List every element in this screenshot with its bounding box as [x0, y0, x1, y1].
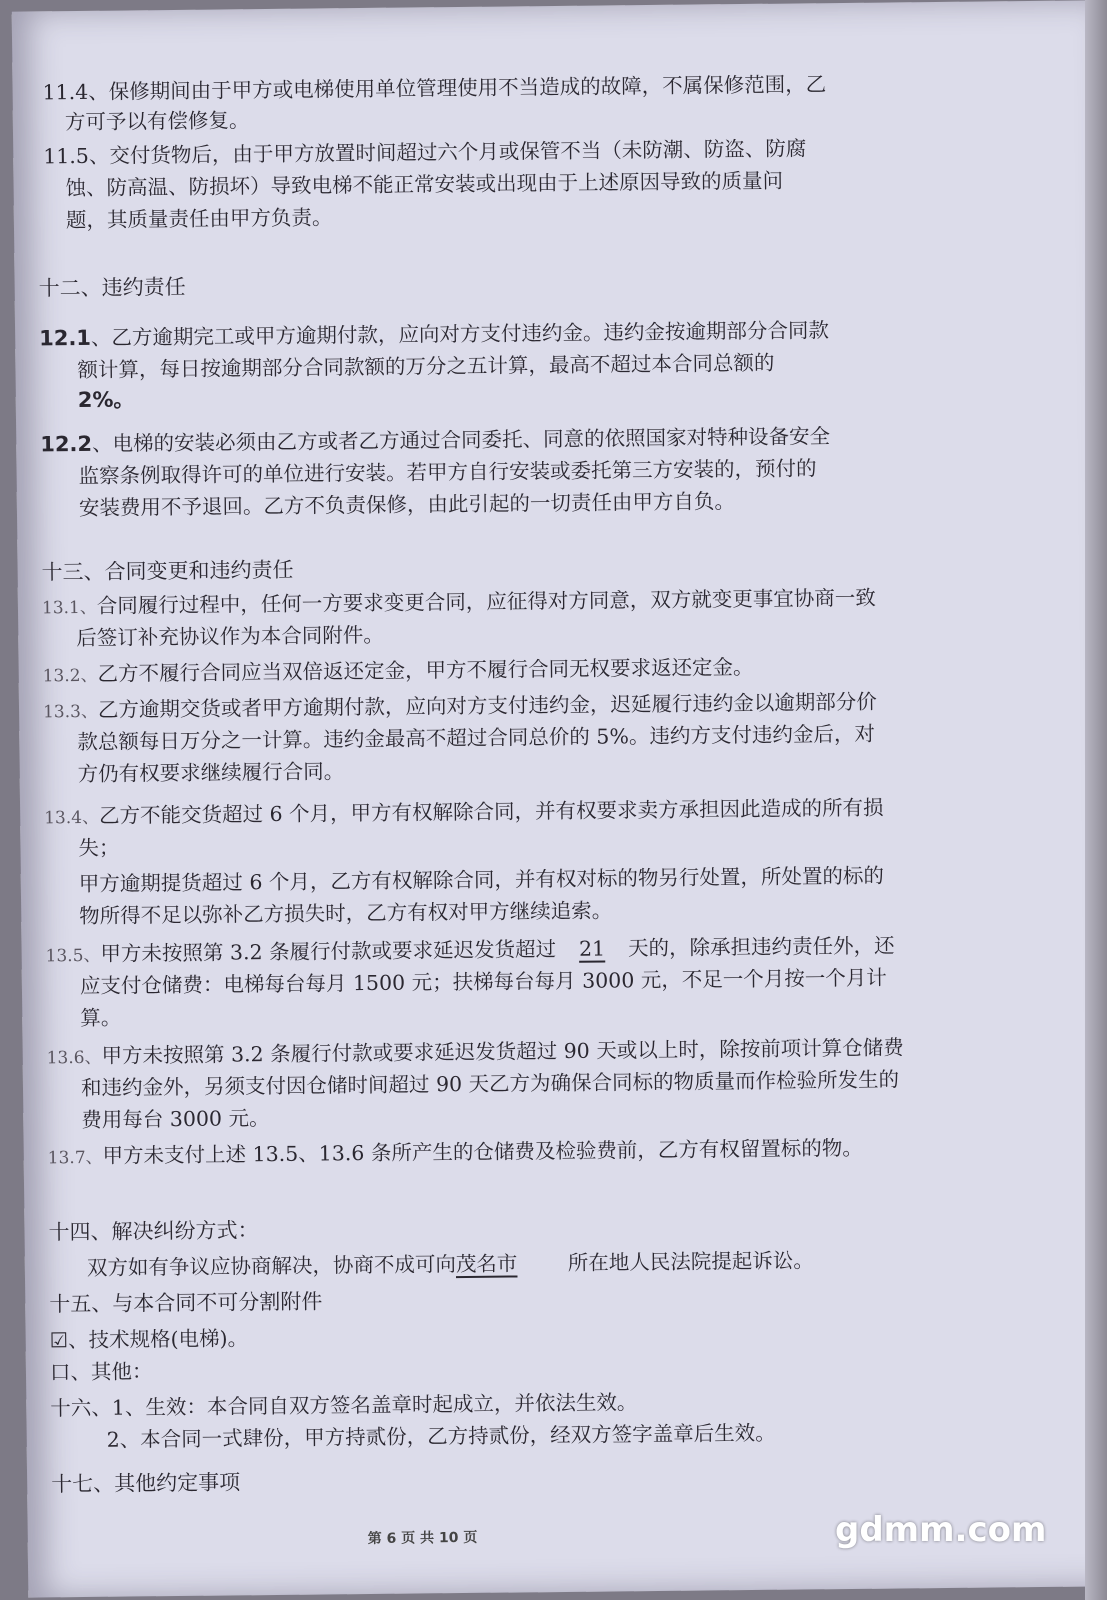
clause-13-4-line-2: 失； [78, 835, 120, 861]
clause-13-6-number: 13.6、 [46, 1047, 102, 1069]
clause-12-1-text: 、乙方逾期完工或甲方逾期付款，应向对方支付违约金。违约金按逾期部分合同款 [90, 318, 830, 350]
clause-13-7-number: 13.7、 [47, 1147, 103, 1169]
page-content [12, 0, 1105, 1597]
checked-checkbox-icon: ☑ [49, 1328, 69, 1353]
clause-13-6-line-2: 和违约金外，另须支付因仓储时间超过 90 天乙方为确保合同标的物质量而作检验所发生的 [80, 1067, 900, 1101]
clause-11-4-line-1: 11.4、保修期间由于甲方或电梯使用单位管理使用不当造成的故障，不属保修范围，乙 [42, 72, 827, 105]
section-15-heading: 十五、与本合同不可分割附件 [49, 1289, 323, 1317]
clause-12-1-line-3: 2%。 [77, 387, 135, 413]
clause-12-1-number: 12.1 [39, 325, 92, 351]
clause-12-2-text: 、电梯的安装必须由乙方或者乙方通过合同委托、同意的依照国家对特种设备安全 [91, 424, 831, 456]
clause-11-5-line-3: 题，其质量责任由甲方负责。 [65, 205, 333, 233]
clause-13-2-number: 13.2、 [42, 665, 98, 687]
section-16-line-2: 2、本合同一式肆份，甲方持贰份，乙方持贰份，经双方签字盖章后生效。 [106, 1420, 776, 1452]
attachment-other [50, 1356, 153, 1387]
section-14-text: 双方如有争议应协商解决，协商不成可向 [86, 1252, 456, 1280]
clause-13-4-line-4: 物所得不足以弥补乙方损失时，乙方有权对甲方继续追索。 [79, 898, 613, 929]
clause-13-1-number: 13.1、 [41, 597, 97, 619]
empty-checkbox-icon: 口 [49, 1360, 71, 1385]
days-threshold-field: 21 [578, 936, 606, 961]
page-number-footer: 第 6 页 共 10 页 [367, 1529, 478, 1548]
clause-13-5-line-3: 算。 [80, 1005, 122, 1031]
attachment-technical-spec-label: 、技术规格(电梯)。 [67, 1326, 249, 1353]
clause-11-5-line-2: 蚀、防高温、防损坏）导致电梯不能正常安装或出现由于上述原因导致的质量问 [65, 168, 784, 201]
clause-13-3-line-3: 方仍有权要求继续履行合同。 [77, 759, 345, 787]
clause-13-5-text: 甲方未按照第 3.2 条履行付款或要求延迟发货超过 [100, 937, 557, 966]
watermark: gdmm.com [835, 1510, 1047, 1550]
section-16-line-1: 十六、1、生效：本合同自双方签名盖章时起成立，并依法生效。 [50, 1390, 638, 1421]
section-13-heading: 十三、合同变更和违约责任 [41, 557, 294, 585]
clause-13-5-text-cont: 天的，除承担违约责任外，还 [627, 933, 895, 961]
clause-13-3-number: 13.3、 [42, 701, 99, 723]
section-14-line [87, 1245, 814, 1283]
attachment-other-label: 、其他： [70, 1359, 153, 1385]
clause-13-7-text: 甲方未支付上述 13.5、13.6 条所产生的仓储费及检验费前，乙方有权留置标的物。 [102, 1135, 863, 1168]
clause-13-2-text: 乙方不履行合同应当双倍返还定金，甲方不履行合同无权要求返还定金。 [97, 654, 754, 686]
clause-11-4-line-2: 方可予以有偿修复。 [64, 108, 250, 135]
clause-13-6-line-3: 费用每台 3000 元。 [81, 1106, 270, 1133]
clause-13-1-text: 合同履行过程中，任何一方要求变更合同，应征得对方同意，双方就变更事宜协商一致 [96, 585, 876, 618]
clause-13-1-line-1 [42, 583, 876, 624]
clause-13-2-line [43, 652, 754, 691]
section-14-text-cont: 所在地人民法院提起诉讼。 [567, 1248, 814, 1275]
clause-12-2-line-3: 安装费用不予退回。乙方不负责保修，由此引起的一切责任由甲方自负。 [78, 489, 736, 521]
section-14-heading: 十四、解决纠纷方式： [48, 1218, 259, 1245]
clause-13-4-number: 13.4、 [44, 807, 100, 829]
background-edge [1085, 0, 1107, 1600]
clause-12-1-line-2: 额计算，每日按逾期部分合同款额的万分之五计算，最高不超过本合同总额的 [77, 350, 775, 383]
contract-page [12, 0, 1105, 1597]
court-city-field: 茂名市 [455, 1251, 518, 1277]
attachment-technical-spec [49, 1323, 248, 1355]
clause-13-3-text: 乙方逾期交货或者甲方逾期付款，应向对方支付违约金，迟延履行违约金以逾期部分价 [97, 689, 877, 722]
clause-13-5-line-2: 应支付仓储费：电梯每台每月 1500 元；扶梯每台每月 3000 元，不足一个月按一个月计 [79, 965, 887, 999]
clause-13-4-text: 乙方不能交货超过 6 个月，甲方有权解除合同，并有权要求卖方承担因此造成的所有损 [98, 795, 884, 828]
clause-12-2-line-2: 监察条例取得许可的单位进行安装。若甲方自行安装或委托第三方安装的，预付的 [78, 456, 817, 489]
clause-12-2-number: 12.2 [40, 431, 93, 457]
clause-11-5-line-1: 11.5、交付货物后，由于甲方放置时间超过六个月或保管不当（未防潮、防盗、防腐 [43, 136, 807, 169]
clause-13-3-line-2: 款总额每日万分之一计算。违约金最高不超过合同总价的 5%。违约方支付违约金后，对 [77, 721, 876, 755]
clause-13-4-line-1 [44, 793, 884, 834]
section-17-heading: 十七、其他约定事项 [51, 1470, 241, 1497]
clause-13-7-line [48, 1133, 863, 1174]
clause-13-1-line-2: 后签订补充协议作为本合同附件。 [76, 622, 384, 651]
clause-13-6-text: 甲方未按照第 3.2 条履行付款或要求延迟发货超过 90 天或以上时，除按前项计算仓储费 [101, 1035, 904, 1068]
clause-13-4-line-3: 甲方逾期提货超过 6 个月，乙方有权解除合同，并有权对标的物另行处置，所处置的标的 [78, 863, 885, 897]
clause-13-5-number: 13.5、 [45, 945, 101, 967]
section-12-heading: 十二、违约责任 [38, 274, 186, 301]
